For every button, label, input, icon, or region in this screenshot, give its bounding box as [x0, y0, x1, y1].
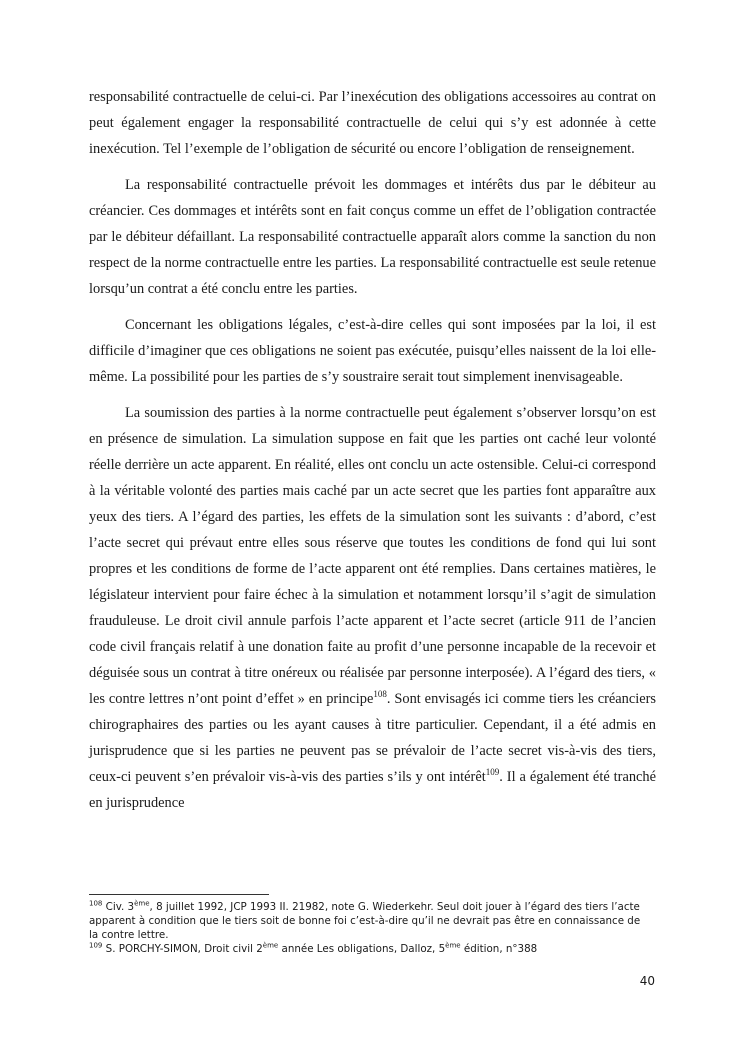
footnote-text: S. PORCHY-SIMON, Droit civil 2 [105, 943, 263, 955]
footnote-text: édition, n°388 [460, 943, 538, 955]
footnotes [89, 900, 649, 956]
footnote-superscript: ème [134, 899, 150, 908]
paragraph-1: responsabilité contractuelle de celui-ci. Par l’inexécution des obligations accessoires au contrat on peut également engager la responsabilité contractuelle de celui qui s’y est adonnée à cette inexécution. Tel l’exemple de l’obligation de sécurité ou encore l’obligation de renseignement. [89, 89, 656, 157]
page-number: 40 [639, 974, 655, 988]
footnote-separator [89, 894, 269, 895]
paragraph-4-text-b: . Sont envisagés ici comme tiers les créanciers chirographaires des parties ou les ayant causes à titre particulier. Cependant, il a été admis en jurisprudence que si les parties ne peuvent pas se prévaloir de l’acte secret vis-à-vis des tiers, ceux-ci peuvent s’en prévaloir vis-à-vis des parties s’ils y ont intérêt [89, 691, 657, 785]
footnote-number: 109 [89, 941, 103, 950]
footnote-number: 108 [89, 899, 103, 908]
footnote-ref-109[interactable]: 109 [485, 767, 500, 778]
paragraph-4 [89, 400, 656, 816]
footnote-109 [89, 942, 649, 956]
paragraph-4-text-c: . Il a également été tranché en jurisprudence [89, 769, 656, 811]
footnote-text: année Les obligations, Dalloz, 5 [278, 943, 446, 955]
paragraph-2: La responsabilité contractuelle prévoit les dommages et intérêts dus par le débiteur au créancier. Ces dommages et intérêts sont en fait conçus comme un effet de l’obligation contractée par le débiteur défaillant. La responsabilité contractuelle apparaît alors comme la sanction du non respect de la norme contractuelle entre les parties. La responsabilité contractuelle est seule retenue lorsqu’un contrat a été conclu entre les parties. [89, 177, 656, 297]
footnote-108 [89, 900, 649, 942]
footnote-text: , 8 juillet 1992, JCP 1993 II. 21982, note G. Wiederkehr. Seul doit jouer à l’égard des tiers l’acte apparent à condition que le tiers soit de bonne foi c’est-à-dire qu’il ne devrait pas être en connaissance de la contre lettre. [89, 901, 641, 941]
footnote-ref-108[interactable]: 108 [373, 689, 387, 700]
footnote-superscript: ème [262, 941, 279, 950]
paragraph-3: Concernant les obligations légales, c’est-à-dire celles qui sont imposées par la loi, il est difficile d’imaginer que ces obligations ne soient pas exécutée, puisqu’elles naissent de la loi elle-même. La possibilité pour les parties de s’y soustraire serait tout simplement inenvisageable. [89, 317, 656, 385]
body-text [89, 84, 656, 816]
footnote-superscript: ème [445, 941, 461, 950]
paragraph-4-text-a: La soumission des parties à la norme contractuelle peut également s’observer lorsqu’on est en présence de simulation. La simulation suppose en fait que les parties ont caché leur volonté réelle derrière un acte apparent. En réalité, elles ont conclu un acte ostensible. Celui-ci correspond à la véritable volonté des parties mais caché par un acte secret que les parties font apparaître aux yeux des tiers. A l’égard des parties, les effets de la simulation sont les suivants : d’abord, c’est l’acte secret qui prévaut entre elles sous réserve que toutes les conditions de fond qui lui sont propres et les conditions de forme de l’acte apparent ont été remplies. Dans certaines matières, le législateur intervient pour faire échec à la simulation et notamment lorsqu’il s’agit de simulation frauduleuse. Le droit civil annule parfois l’acte apparent et l’acte secret (article 911 de l’ancien code civil français relatif à une donation faite au profit d’une personne incapable de la recevoir et déguisée sous un contrat à titre onéreux ou réalisée par personne interposée). A l’égard des tiers, « les contre lettres n’ont point d’effet » en principe [89, 405, 656, 707]
footnote-text: Civ. 3 [105, 901, 135, 913]
